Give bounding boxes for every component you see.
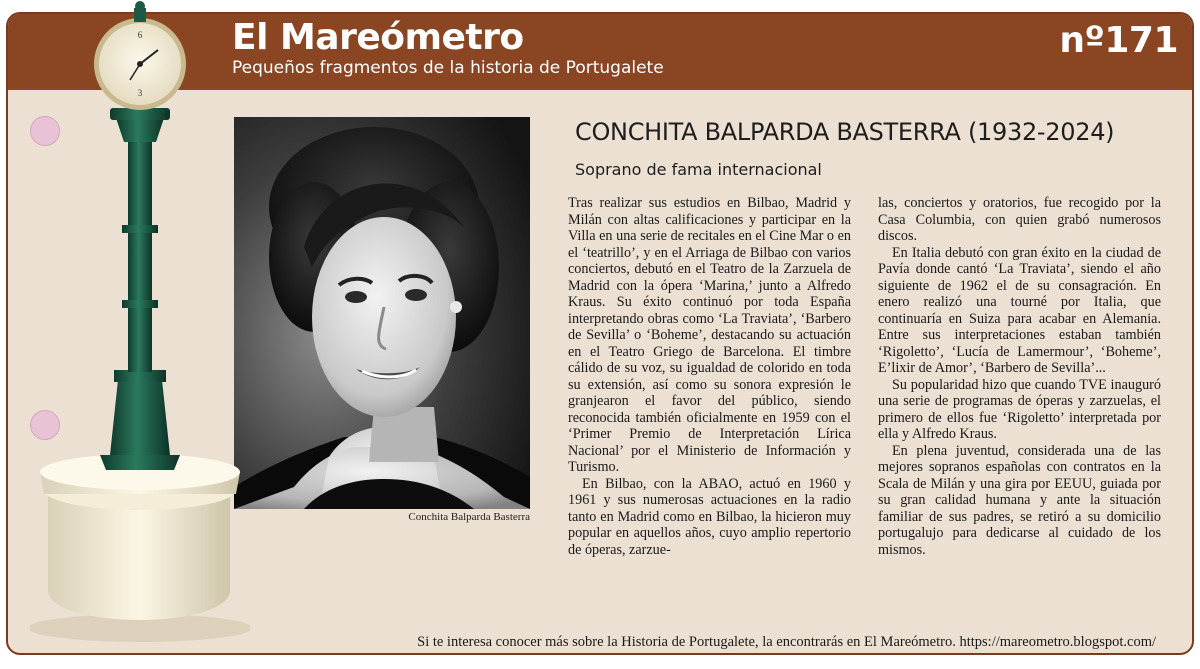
svg-text:6: 6 xyxy=(137,30,143,40)
issue-number: nº171 xyxy=(1059,20,1178,61)
paragraph: Su popularidad hizo que cuando TVE inauguró una serie de programas de óperas y zarzuelas, el primero de ellos fue ‘Rigoletto’ interpretada por ella y Alfredo Kraus. xyxy=(878,376,1161,442)
article-title: CONCHITA BALPARDA BASTERRA (1932-2024) xyxy=(575,118,1115,146)
article-column-1 xyxy=(568,195,851,558)
paragraph: Tras realizar sus estudios en Bilbao, Madrid y Milán con altas calificaciones y participar en la Villa en una serie de recitales en el Cine Mar o en el ‘teatrillo’, y en el Arriaga de Bilbao con varios conciertos, debutó en el Teatro de la Zarzuela de Madrid con la ópera ‘Marina,’ junto a Alfredo Kraus. Su éxito continuó por toda España interpretando obras como ‘La Traviata’, ‘Barbero de Sevilla’ o ‘Boheme’, destacando su actuación en el Teatro Griego de Barcelona. El timbre cálido de su voz, su igualdad de colorido en toda su extensión, así como su sonora expresión le granjearon el favor del público, siendo reconocida también oficialmente en 1959 con el ‘Primer Premio de Interpretación Lírica Nacional’ por el Ministerio de Información y Turismo. xyxy=(568,195,851,475)
portrait-photo xyxy=(234,117,530,509)
photo-caption: Conchita Balparda Basterra xyxy=(408,511,530,523)
paragraph: En Bilbao, con la ABAO, actuó en 1960 y 1961 y sus numerosas actuaciones en la radio tanto en Madrid como en Bilbao, la hicieron muy popular en aquellos años, cuyo amplio repertorio de óperas, zarzue- xyxy=(568,475,851,558)
article-subtitle: Soprano de fama internacional xyxy=(575,160,822,179)
paragraph: las, conciertos y oratorios, fue recogido por la Casa Columbia, con quien grabó numerosos discos. xyxy=(878,195,1161,244)
paragraph: En Italia debutó con gran éxito en la ciudad de Pavía donde cantó ‘La Traviata’, siendo el año siguiente de 1962 el de su consagración. En enero realizó una tourné por Italia, que continuaría en Suiza para acabar en Alemania. Entre sus interpretaciones estaban también ‘Rigoletto’, ‘Lucía de Lamermour’, ‘Boheme’, E’lixir de Amor’, ‘Barbero de Sevilla’... xyxy=(878,244,1161,376)
footer-note: Si te interesa conocer más sobre la Historia de Portugalete, la encontrarás en El Mareómetro. https://mareometro.blogspot.com/ xyxy=(417,634,1156,650)
svg-text:3: 3 xyxy=(137,88,143,98)
paragraph: En plena juventud, considerada una de las mejores sopranos españolas con contratos en la Scala de Milán y una gira por EEUU, guiada por su gran calidad humana y ante la situación familiar de sus padres, se retiró a su domicilio portugalujo para dedicarse al cuidado de los mismos. xyxy=(878,442,1161,558)
article-column-2 xyxy=(878,195,1161,558)
bulletin-title: El Mareómetro xyxy=(232,17,524,58)
bulletin-subtitle: Pequeños fragmentos de la historia de Portugalete xyxy=(232,58,664,78)
tide-gauge-clock-icon xyxy=(30,0,250,660)
